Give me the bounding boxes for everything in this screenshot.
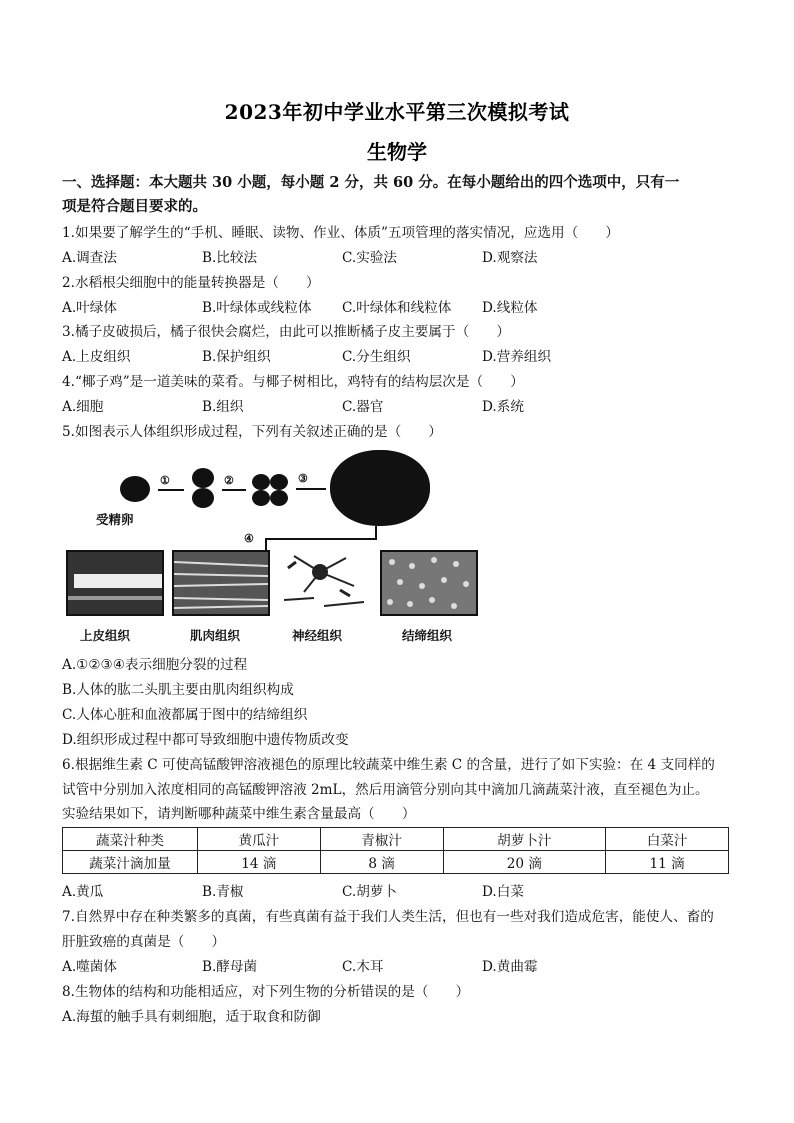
- four-cell-stage: [252, 474, 270, 490]
- table-cell: 14 滴: [198, 851, 321, 874]
- question-5-stem: 5.如图表示人体组织形成过程，下列有关叙述正确的是（ ）: [62, 424, 442, 440]
- option-a: A.上皮组织: [62, 349, 131, 365]
- option-d: D.营养组织: [482, 349, 552, 365]
- vegetable-juice-table: [62, 827, 729, 874]
- option-c: C.胡萝卜: [342, 884, 398, 900]
- question-2-stem: 2.水稻根尖细胞中的能量转换器是（ ）: [62, 275, 320, 291]
- tissue-label-connective: 结缔组织: [402, 628, 453, 643]
- question-6-stem-line1: 6.根据维生素 C 可使高锰酸钾溶液褪色的原理比较蔬菜中维生素 C 的含量，进行了如下实验：在 4 支同样的: [62, 757, 715, 773]
- option-b: B.保护组织: [202, 349, 271, 365]
- table-cell: 8 滴: [320, 851, 443, 874]
- option-b: B.叶绿体或线粒体: [202, 300, 312, 316]
- option-b: B.青椒: [202, 884, 244, 900]
- two-cell-stage-bottom: [192, 488, 214, 508]
- question-5-option-c: C.人体心脏和血液都属于图中的结缔组织: [62, 707, 308, 723]
- question-8-stem: 8.生物体的结构和功能相适应，对下列生物的分析错误的是（ ）: [62, 984, 470, 1000]
- step-4-connector-down: [265, 538, 267, 550]
- question-7-stem-line2: 肝脏致癌的真菌是（ ）: [62, 934, 226, 950]
- epithelial-tissue-image: [66, 550, 164, 616]
- section-instructions-line1: 一、选择题：本大题共 30 小题，每小题 2 分，共 60 分。在每小题给出的四个选项中，只有一: [62, 174, 680, 191]
- cell-cluster: [330, 450, 430, 526]
- option-d: D.黄曲霉: [482, 959, 538, 975]
- option-d: D.系统: [482, 399, 524, 415]
- four-cell-stage: [270, 474, 288, 490]
- fertilized-egg-cell: [120, 476, 150, 502]
- table-cell: 胡萝卜汁: [443, 828, 606, 851]
- option-a: A.噬菌体: [62, 959, 117, 975]
- question-4-options: [62, 396, 738, 418]
- question-3-options: [62, 346, 738, 368]
- option-a: A.叶绿体: [62, 300, 117, 316]
- exam-title: 2023年初中学业水平第三次模拟考试: [224, 100, 570, 124]
- question-5-option-a: A.①②③④表示细胞分裂的过程: [62, 657, 248, 673]
- option-d: D.白菜: [482, 884, 524, 900]
- question-4-stem: 4.“椰子鸡”是一道美味的菜肴。与椰子树相比，鸡特有的结构层次是（ ）: [62, 374, 524, 390]
- four-cell-stage: [270, 490, 288, 506]
- table-row: [63, 851, 729, 874]
- option-c: C.实验法: [342, 250, 398, 266]
- option-a: A.黄瓜: [62, 884, 104, 900]
- option-a: A.细胞: [62, 399, 104, 415]
- question-1-options: [62, 247, 738, 269]
- fertilized-egg-label: 受精卵: [96, 512, 134, 527]
- question-5-option-b: B.人体的肱二头肌主要由肌肉组织构成: [62, 682, 294, 698]
- step-2-label: ②: [224, 474, 234, 487]
- option-d: D.观察法: [482, 250, 538, 266]
- step-1-arrow: [158, 489, 184, 491]
- subject-title: 生物学: [367, 140, 427, 164]
- question-6-stem-line2: 试管中分别加入浓度相同的高锰酸钾溶液 2mL，然后用滴管分别向其中滴加几滴蔬菜汁液，直至褪色为止。: [62, 782, 709, 798]
- step-4-label: ④: [244, 532, 254, 545]
- table-cell: 蔬菜汁种类: [63, 828, 198, 851]
- question-2-options: [62, 297, 738, 319]
- option-c: C.器官: [342, 399, 384, 415]
- section-instructions-line2: 项是符合题目要求的。: [62, 198, 207, 215]
- table-cell: 20 滴: [443, 851, 606, 874]
- step-3-arrow: [296, 488, 326, 490]
- question-7-options: [62, 956, 738, 978]
- option-a: A.调查法: [62, 250, 117, 266]
- step-2-arrow: [222, 489, 246, 491]
- nervous-tissue-image: [274, 550, 368, 612]
- option-b: B.酵母菌: [202, 959, 258, 975]
- step-1-label: ①: [160, 474, 170, 487]
- connective-tissue-image: [380, 550, 478, 616]
- option-b: B.比较法: [202, 250, 258, 266]
- option-c: C.叶绿体和线粒体: [342, 300, 452, 316]
- question-8-option-a: A.海蜇的触手具有刺细胞，适于取食和防御: [62, 1009, 321, 1025]
- question-1-stem: 1.如果要了解学生的“手机、睡眠、读物、作业、体质”五项管理的落实情况，应选用（ ）: [62, 225, 620, 241]
- tissue-formation-figure: [62, 446, 462, 656]
- four-cell-stage: [252, 490, 270, 506]
- table-cell: 白菜汁: [606, 828, 729, 851]
- option-b: B.组织: [202, 399, 244, 415]
- table-header-row: [63, 828, 729, 851]
- tissue-label-muscle: 肌肉组织: [190, 628, 241, 643]
- question-3-stem: 3.橘子皮破损后，橘子很快会腐烂，由此可以推断橘子皮主要属于（ ）: [62, 324, 510, 340]
- tissue-label-epithelial: 上皮组织: [80, 628, 131, 643]
- question-6-options: [62, 881, 738, 903]
- question-5-option-d: D.组织形成过程中都可导致细胞中遗传物质改变: [62, 732, 349, 748]
- step-3-label: ③: [298, 472, 308, 485]
- question-7-stem-line1: 7.自然界中存在种类繁多的真菌，有些真菌有益于我们人类生活，但也有一些对我们造成危害，能使人、畜的: [62, 909, 714, 925]
- table-cell: 黄瓜汁: [198, 828, 321, 851]
- table-cell: 蔬菜汁滴加量: [63, 851, 198, 874]
- two-cell-stage-top: [192, 468, 214, 488]
- tissue-label-nervous: 神经组织: [292, 628, 343, 643]
- question-6-stem-line3: 实验结果如下，请判断哪种蔬菜中维生素含量最高（ ）: [62, 806, 416, 822]
- step-4-connector-horizontal: [265, 538, 377, 540]
- option-c: C.木耳: [342, 959, 384, 975]
- option-d: D.线粒体: [482, 300, 538, 316]
- muscle-tissue-image: [172, 550, 270, 616]
- table-cell: 11 滴: [606, 851, 729, 874]
- table-cell: 青椒汁: [320, 828, 443, 851]
- option-c: C.分生组织: [342, 349, 411, 365]
